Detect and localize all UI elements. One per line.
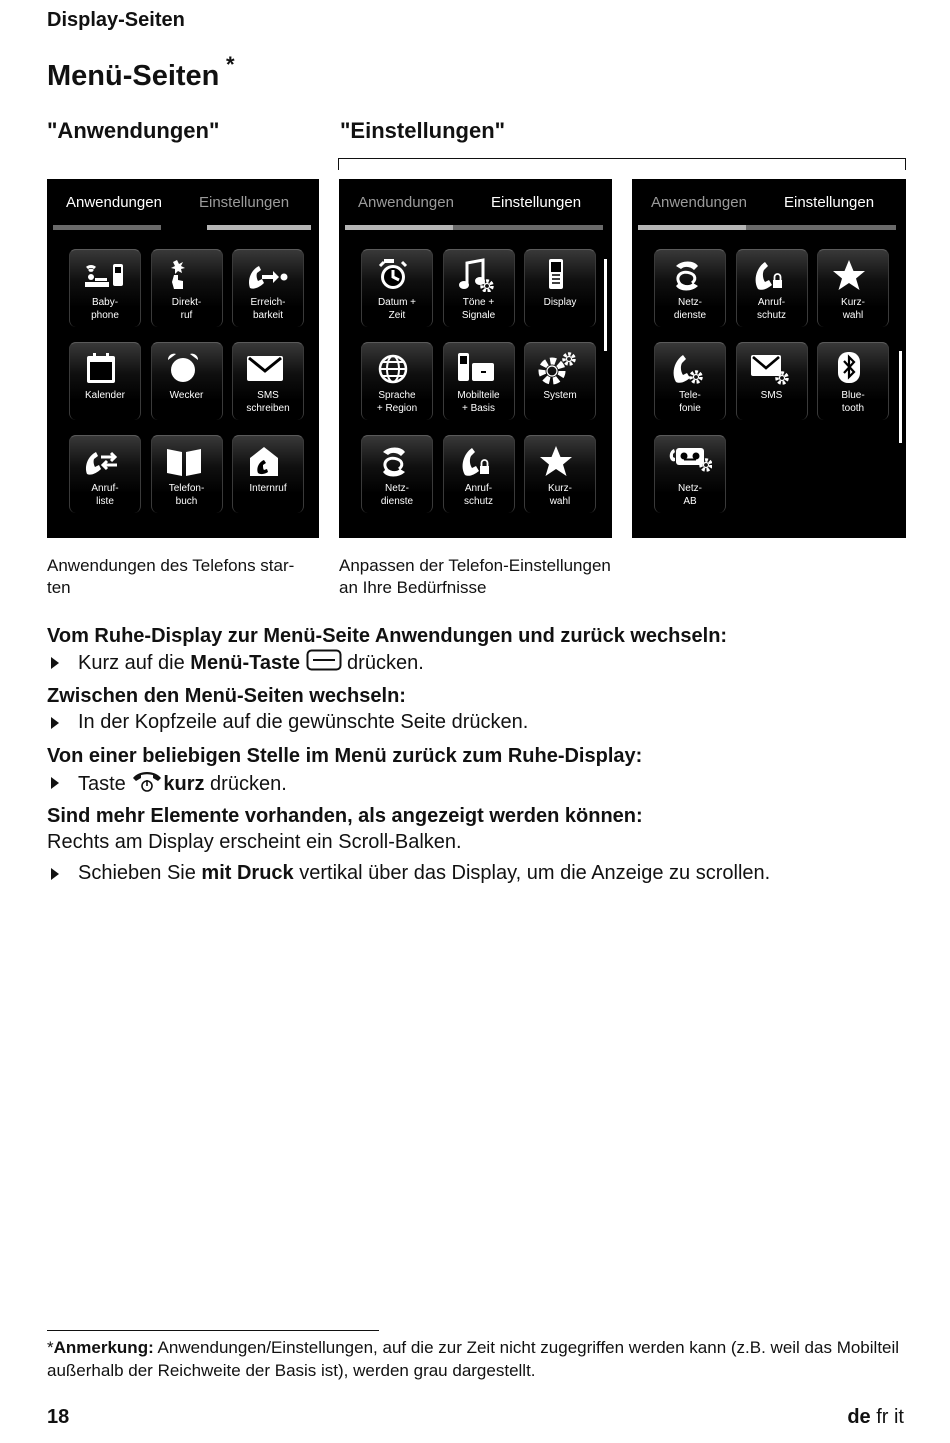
- tile-star[interactable]: [817, 249, 889, 327]
- calendar-icon: [69, 351, 141, 385]
- tile-calendar[interactable]: [69, 342, 141, 420]
- system-gears-icon: [524, 351, 596, 385]
- tile-babyphone[interactable]: [69, 249, 141, 327]
- column-title-einstellungen: "Einstellungen": [340, 118, 506, 143]
- screen-einstellungen-2: [632, 179, 906, 538]
- tile-star[interactable]: [524, 435, 596, 513]
- tile-label: Kurz- wahl: [841, 297, 865, 321]
- language-selector: [847, 1406, 904, 1429]
- network-services-icon: [654, 258, 726, 292]
- tile-label: Kalender: [84, 390, 126, 401]
- end-call-key-icon: [131, 769, 163, 800]
- bullet-arrow-icon: [51, 777, 59, 789]
- sms-envelope-icon: [232, 351, 304, 385]
- display-icon: [524, 258, 596, 292]
- bullet-arrow-icon: [51, 657, 59, 669]
- footnote-rule: [47, 1330, 379, 1331]
- tab-underline: [53, 225, 161, 230]
- screen-einstellungen-1: [339, 179, 612, 538]
- tile-label: Display: [543, 297, 577, 308]
- heading-scroll: Sind mehr Elemente vorhanden, als angezeigt werden können:: [47, 805, 643, 827]
- tile-call-protection[interactable]: [736, 249, 808, 327]
- tab-einstellungen[interactable]: Einstellungen: [784, 194, 875, 211]
- lang-others: fr it: [876, 1406, 904, 1428]
- tile-sms-settings[interactable]: [736, 342, 808, 420]
- tab-underline: [207, 225, 311, 230]
- star-icon: [817, 258, 889, 292]
- tones-icon: [443, 258, 515, 292]
- call-list-icon: [69, 444, 141, 478]
- tab-anwendungen[interactable]: Anwendungen: [651, 194, 747, 211]
- tile-label: Direkt- ruf: [171, 297, 202, 321]
- tile-bluetooth[interactable]: [817, 342, 889, 420]
- tab-bar: [632, 179, 906, 229]
- direktruf-icon: [151, 258, 223, 292]
- calendar-day: 22: [94, 366, 108, 380]
- bullet-arrow-icon: [51, 868, 59, 880]
- date-time-icon: [361, 258, 433, 292]
- phonebook-icon: [151, 444, 223, 478]
- tile-call-list[interactable]: [69, 435, 141, 513]
- tile-label: Netz- dienste: [673, 297, 707, 321]
- tab-underline: [345, 225, 453, 230]
- tab-einstellungen[interactable]: Einstellungen: [491, 194, 582, 211]
- menu-key-icon: [306, 649, 342, 678]
- tile-internal-call[interactable]: [232, 435, 304, 513]
- tile-direktruf[interactable]: [151, 249, 223, 327]
- tile-system-gears[interactable]: [524, 342, 596, 420]
- einstellungen-bracket: [338, 158, 906, 170]
- tile-network-services[interactable]: [654, 249, 726, 327]
- tab-anwendungen[interactable]: Anwendungen: [66, 194, 162, 211]
- heading-ruhe-to-menu: Vom Ruhe-Display zur Menü-Seite Anwendungen und zurück wechseln:: [47, 625, 728, 647]
- sms-settings-icon: [736, 351, 808, 385]
- tile-label: Internruf: [249, 483, 287, 494]
- call-protection-icon: [736, 258, 808, 292]
- tile-sms-envelope[interactable]: [232, 342, 304, 420]
- tile-tones[interactable]: [443, 249, 515, 327]
- tile-label: Netz- AB: [678, 483, 702, 507]
- babyphone-icon: [69, 258, 141, 292]
- scrollbar[interactable]: [899, 351, 902, 443]
- tile-label: SMS: [760, 390, 783, 401]
- call-protection-icon: [443, 444, 515, 478]
- tab-einstellungen[interactable]: Einstellungen: [199, 194, 290, 211]
- tile-label: SMS schreiben: [246, 390, 290, 414]
- network-services-icon: [361, 444, 433, 478]
- page-number: 18: [47, 1406, 70, 1428]
- tile-network-answering-machine[interactable]: [654, 435, 726, 513]
- tile-label: Anruf- schutz: [757, 297, 786, 321]
- tile-label: System: [543, 390, 577, 401]
- heading-back-to-idle: Von einer beliebigen Stelle im Menü zurück zum Ruhe-Display:: [47, 745, 643, 767]
- tab-underline: [746, 225, 896, 230]
- tile-call-protection[interactable]: [443, 435, 515, 513]
- caption-einstellungen: Anpassen der Telefon-Einstellungen an Ihre Bedürfnisse: [339, 556, 611, 597]
- tile-label: Datum + Zeit: [377, 297, 417, 321]
- footnote: *Anmerkung: Anwendungen/Einstellungen, auf die zur Zeit nicht zugegriffen werden kann (z.B. weil das Mobilteil außerhalb der Reichweite der Basis ist), werden grau dargestellt.: [47, 1338, 900, 1380]
- footnote-marker: *: [226, 52, 235, 77]
- bluetooth-icon: [817, 351, 889, 385]
- tile-label: Blue- tooth: [841, 390, 865, 414]
- scrollbar-note: Rechts am Display erscheint ein Scroll-Balken.: [47, 831, 462, 853]
- tab-bar: [47, 179, 319, 229]
- tab-bar: [339, 179, 612, 229]
- bullet-arrow-icon: [51, 717, 59, 729]
- internal-call-icon: [232, 444, 304, 478]
- network-answering-machine-icon: [654, 444, 726, 478]
- heading-switch-pages: Zwischen den Menü-Seiten wechseln:: [47, 685, 406, 707]
- tile-label: Erreich- barkeit: [250, 297, 286, 321]
- tile-label: Wecker: [169, 390, 204, 401]
- tab-underline: [453, 225, 603, 230]
- lang-active: de: [847, 1406, 871, 1428]
- tile-label: Töne + Signale: [461, 297, 496, 321]
- tile-label: Anruf- liste: [91, 483, 119, 507]
- tile-phonebook[interactable]: [151, 435, 223, 513]
- tile-label: Anruf- schutz: [464, 483, 493, 507]
- screen-anwendungen: [47, 179, 319, 538]
- star-icon: [524, 444, 596, 478]
- section-header: Display-Seiten: [47, 9, 185, 31]
- tile-label: Mobilteile + Basis: [457, 390, 500, 414]
- tile-erreichbarkeit[interactable]: [232, 249, 304, 327]
- tile-handsets-base[interactable]: [443, 342, 515, 420]
- scrollbar[interactable]: [604, 259, 607, 351]
- erreichbarkeit-icon: [232, 258, 304, 292]
- column-title-anwendungen: "Anwendungen": [47, 118, 220, 143]
- tile-date-time[interactable]: [361, 249, 433, 327]
- tile-globe[interactable]: [361, 342, 433, 420]
- tile-label: Sprache + Region: [376, 390, 418, 414]
- tile-label: Kurz- wahl: [548, 483, 572, 507]
- handsets-base-icon: [443, 351, 515, 385]
- tile-label: Netz- dienste: [380, 483, 414, 507]
- tile-label: Baby- phone: [91, 297, 119, 321]
- globe-icon: [361, 351, 433, 385]
- tab-anwendungen[interactable]: Anwendungen: [358, 194, 454, 211]
- tab-underline: [638, 225, 746, 230]
- tile-network-services[interactable]: [361, 435, 433, 513]
- tile-label: Telefon- buch: [168, 483, 205, 507]
- page-title: Menü-Seiten: [47, 60, 220, 92]
- tile-alarm-clock[interactable]: [151, 342, 223, 420]
- tile-telephony[interactable]: [654, 342, 726, 420]
- caption-anwendungen: Anwendungen des Telefons star- ten: [47, 556, 295, 597]
- tile-label: Tele- fonie: [679, 390, 701, 414]
- telephony-icon: [654, 351, 726, 385]
- tile-display[interactable]: [524, 249, 596, 327]
- alarm-clock-icon: [151, 351, 223, 385]
